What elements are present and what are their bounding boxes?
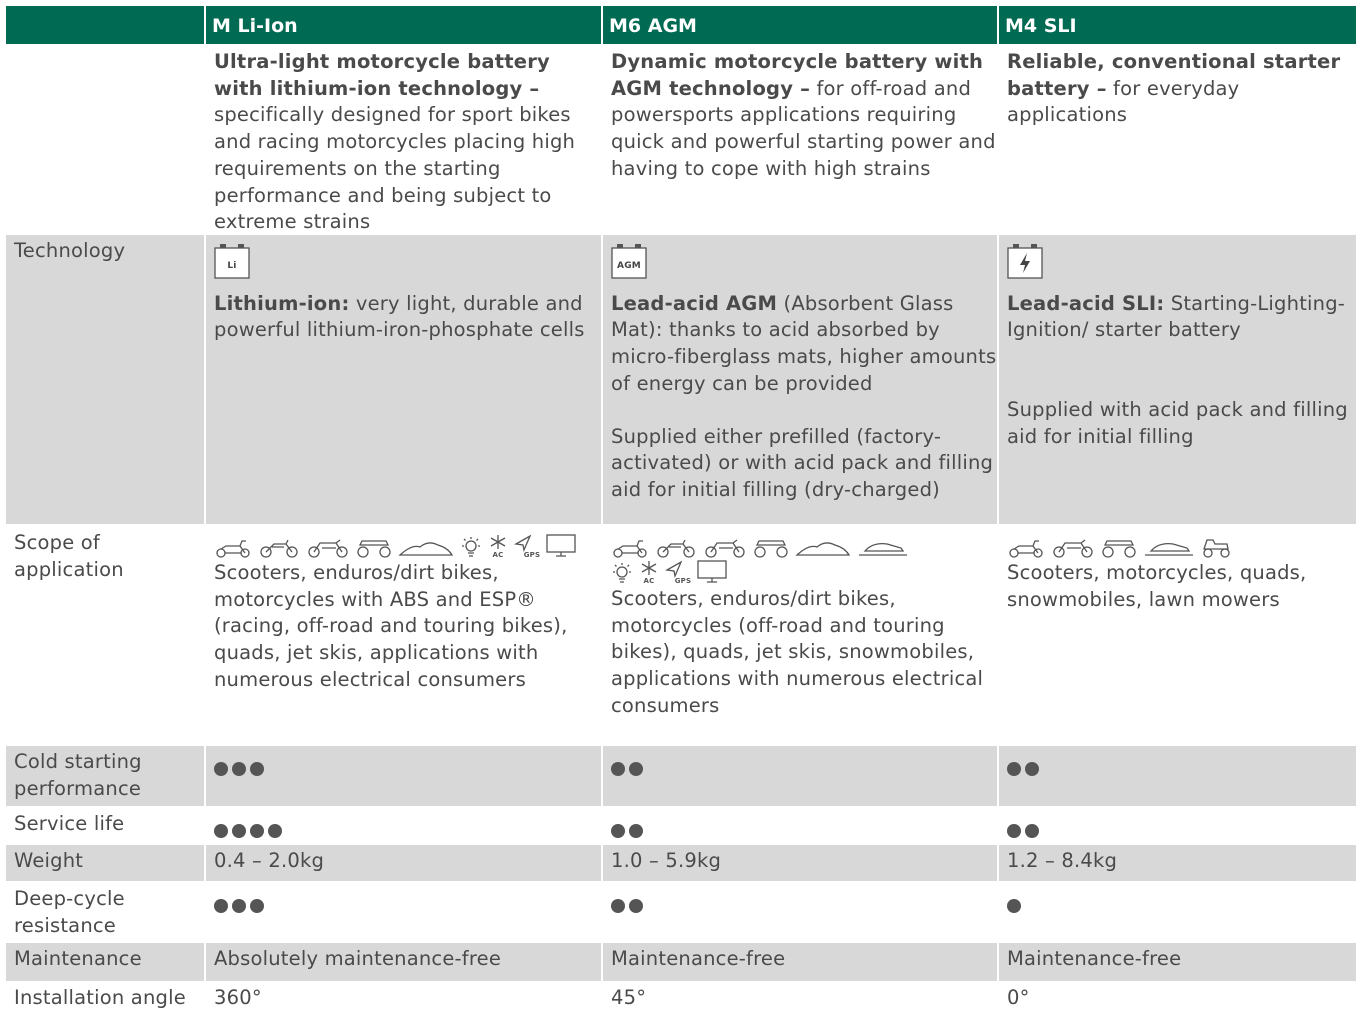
row-label-deep-cycle: Deep-cycle resistance [14,887,125,937]
weight-m4-sli: 1.2 – 8.4kg [997,845,1356,881]
gps-icon [665,560,691,584]
cold-start-m6-agm [601,746,997,806]
agm-supply-note: Supplied either prefilled (factory-activated) or with acid pack and filling aid for initial filling (dry-charged) [611,424,994,501]
description-row [6,46,1356,232]
row-label-maintenance: Maintenance [14,947,142,970]
quad-icon [753,538,789,558]
ac-icon [488,534,508,558]
rating-dot [1025,762,1039,776]
rating-dots [1007,811,1356,838]
monitor-icon [546,534,576,558]
agm-battery-icon [611,243,647,279]
motorcycle-icon [703,538,747,558]
scope-icons-m6-agm-line2 [611,560,997,584]
desc-m4-sli: Reliable, conventional starter battery – for everyday applications [1007,50,1341,127]
lawn-mower-icon [1201,538,1231,558]
installation-angle-row [6,982,1356,1016]
rating-dot [250,899,264,913]
sli-supply-note: Supplied with acid pack and filling aid for initial filling [1007,398,1348,448]
row-label-installation-angle: Installation angle [14,986,186,1009]
scooter-icon [611,538,649,558]
rating-dot [1007,824,1021,838]
scope-m-li-ion [206,527,601,744]
scope-row [6,527,1356,744]
svg-text:AC: AC [492,551,504,558]
scope-text-m6-agm: Scooters, enduros/dirt bikes, motorcycles (off-road and touring bikes), quads, jet skis, snowmobiles, applications with numerous electrical consumers [611,587,984,717]
col-header-m6-agm: M6 AGM [601,6,997,44]
deep-cycle-m-li-ion [206,883,601,941]
scope-icons-m6-agm [611,530,997,558]
rating-dot [232,899,246,913]
jetski-icon [398,538,454,558]
light-icon [460,536,482,558]
enduro-icon [258,538,300,558]
monitor-icon [697,560,727,584]
rating-dot [232,762,246,776]
rating-dot [611,762,625,776]
gps-icon [514,534,540,558]
quad-icon [356,538,392,558]
maintenance-m6-agm: Maintenance-free [601,943,997,981]
rating-dot [214,899,228,913]
scope-icons-m4-sli [1007,530,1356,558]
technology-m4-sli: Lead-acid SLI: Starting-Lighting-Ignition/ starter battery Supplied with acid pack and filling aid for initial filling [997,235,1356,524]
scope-m6-agm [603,527,997,744]
col-header-m4-sli: M4 SLI [997,6,1356,44]
row-label-cold-start: Cold starting performance [14,750,142,800]
cold-start-m-li-ion [204,746,601,806]
snowmobile-icon [857,538,909,558]
deep-cycle-m6-agm [603,883,997,941]
motorcycle-icon [306,538,350,558]
desc-m-li-ion: Ultra-light motorcycle battery with lithium-ion technology – specifically designed for sport bikes and racing motorcycles placing high requirements on the starting performance and being subject to extreme strains [214,50,576,234]
svg-text:AGM: AGM [617,261,641,271]
rating-dot [214,824,228,838]
rating-dots [611,886,997,913]
rating-dots [611,811,997,838]
rating-dots [1007,886,1356,913]
rating-dots [214,811,601,838]
jetski-icon [795,538,851,558]
install-angle-m4-sli: 0° [1007,986,1030,1009]
row-label-weight: Weight [14,849,84,872]
row-label-technology: Technology [14,239,126,262]
ac-icon [639,560,659,584]
maintenance-m4-sli: Maintenance-free [997,943,1356,981]
rating-dots [214,886,601,913]
desc-m6-agm: Dynamic motorcycle battery with AGM technology – for off-road and powersports applications requiring quick and powerful starting power and having to cope with high strains [611,50,996,180]
light-icon [611,562,633,584]
scope-m4-sli [999,527,1356,744]
rating-dot [214,762,228,776]
row-label-service-life: Service life [14,812,125,835]
service-life-m-li-ion [206,808,601,844]
service-life-m4-sli [999,808,1356,844]
scope-icons-m-li-ion [214,530,601,558]
header-empty [6,6,204,44]
rating-dots [1007,749,1356,776]
weight-m-li-ion: 0.4 – 2.0kg [204,845,601,881]
row-label-scope: Scope of application [14,531,124,581]
col-header-m-li-ion: M Li-Ion [204,6,601,44]
rating-dot [1007,899,1021,913]
deep-cycle-m4-sli [999,883,1356,941]
quad-icon [1101,538,1137,558]
install-angle-m-li-ion: 360° [214,986,262,1009]
rating-dot [250,762,264,776]
scope-text-m-li-ion: Scooters, enduros/dirt bikes, motorcycles with ABS and ESP® (racing, off-road and touring bikes), quads, jet skis, applications with numerous electrical consumers [214,561,568,691]
rating-dot [611,824,625,838]
rating-dot [250,824,264,838]
install-angle-m6-agm: 45° [611,986,647,1009]
scooter-icon [214,538,252,558]
sli-battery-icon [1007,243,1043,279]
rating-dots [214,749,601,776]
svg-text:Li: Li [227,261,237,271]
header-row [6,6,1356,44]
snowmobile-icon [1143,538,1195,558]
service-life-m6-agm [603,808,997,844]
rating-dot [629,824,643,838]
cold-start-m4-sli [997,746,1356,806]
scooter-icon [1007,538,1045,558]
deep-cycle-row [6,883,1356,941]
rating-dot [232,824,246,838]
service-life-row [6,808,1356,844]
technology-row [6,235,1356,524]
svg-text:GPS: GPS [674,577,691,584]
scope-text-m4-sli: Scooters, motorcycles, quads, snowmobiles, lawn mowers [1007,561,1307,611]
maintenance-row [6,943,1356,981]
enduro-icon [655,538,697,558]
rating-dot [629,899,643,913]
motorcycle-icon [1051,538,1095,558]
rating-dot [1025,824,1039,838]
svg-text:GPS: GPS [523,551,540,558]
rating-dot [611,899,625,913]
cold-start-row [6,746,1356,806]
rating-dot [1007,762,1021,776]
maintenance-m-li-ion: Absolutely maintenance-free [204,943,601,981]
technology-m-li-ion: Li Lithium-ion: very light, durable and powerful lithium-iron-phosphate cells [204,235,601,524]
weight-row [6,845,1356,881]
rating-dot [268,824,282,838]
weight-m6-agm: 1.0 – 5.9kg [601,845,997,881]
li-battery-icon [214,243,250,279]
rating-dots [611,749,997,776]
svg-text:AC: AC [643,577,655,584]
rating-dot [629,762,643,776]
technology-m6-agm: AGM Lead-acid AGM (Absorbent Glass Mat): thanks to acid absorbed by micro-fiberglass mats, higher amounts of energy can be provided Supplied either prefilled (factory-activated) or with acid pack and filling aid for initial filling (dry-charged) [601,235,997,524]
